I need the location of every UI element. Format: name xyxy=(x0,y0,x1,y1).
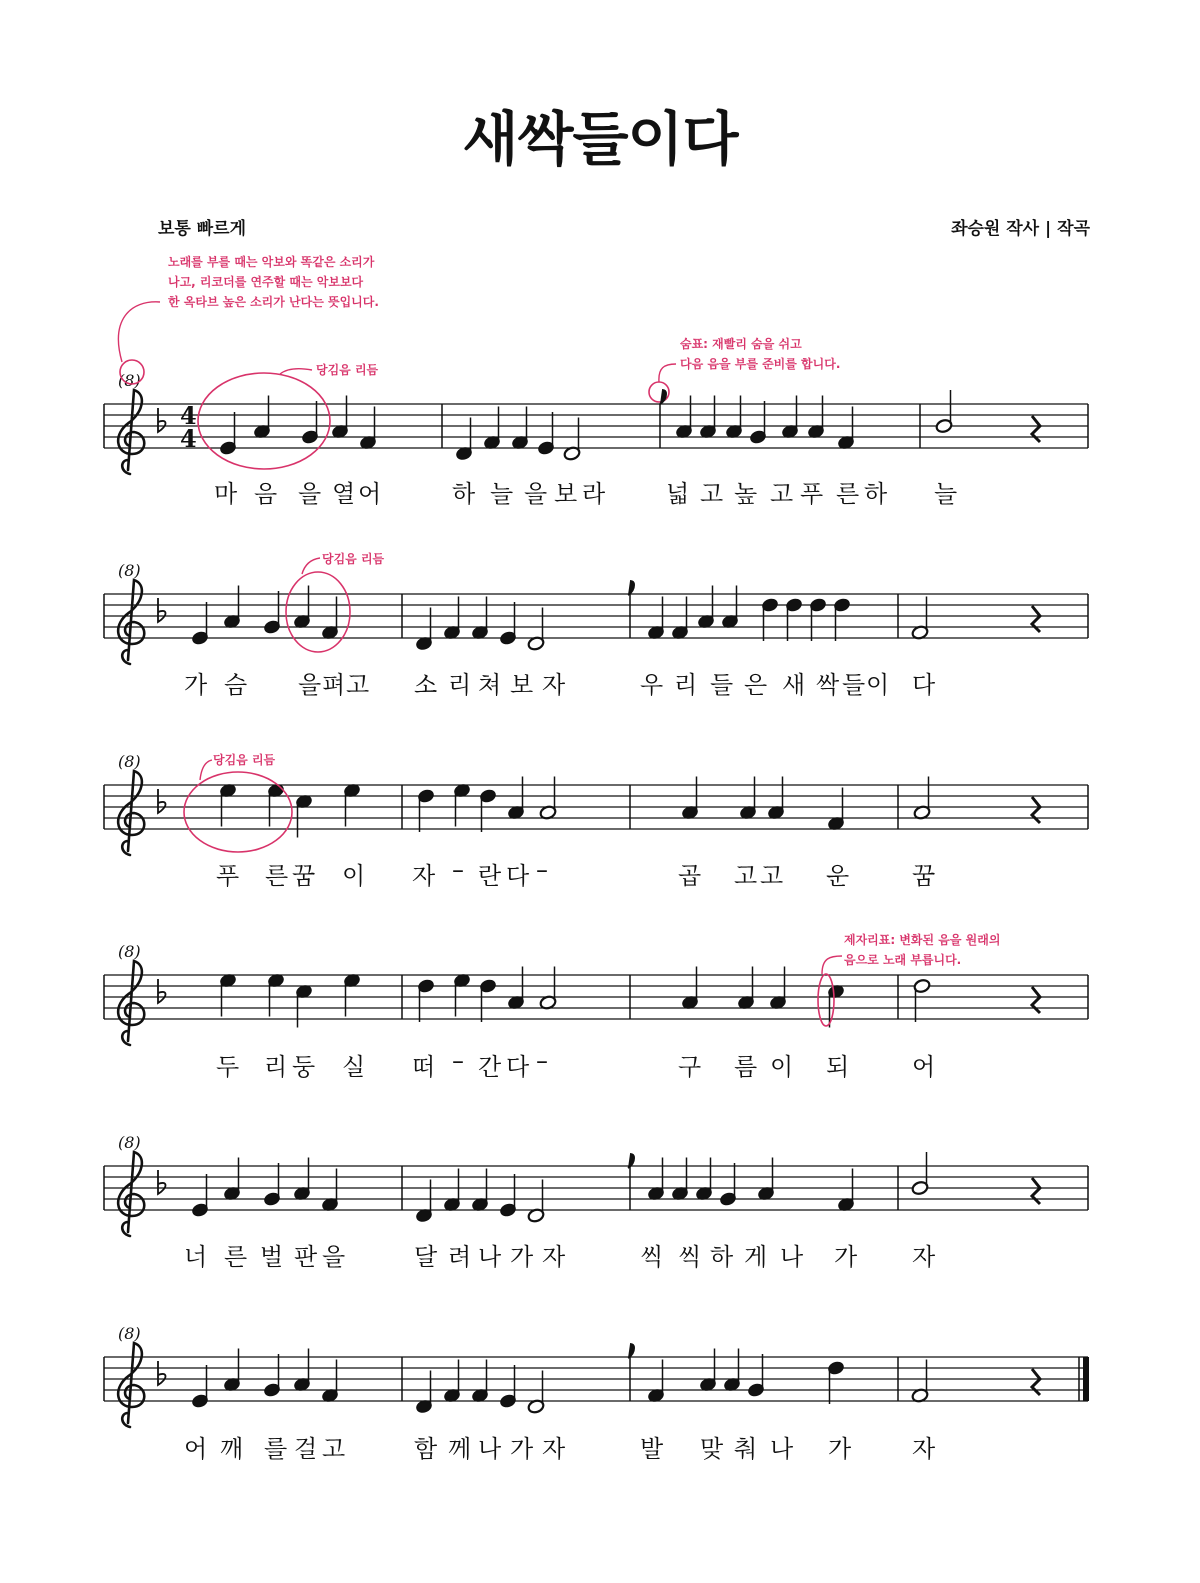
treble-clef-icon xyxy=(118,771,144,855)
lyric-syllable: 둥 xyxy=(292,1053,316,1081)
lyric-syllable: 푸 xyxy=(800,480,824,508)
octave-arrow xyxy=(118,302,160,362)
credit: 좌승원 작사 | 작곡 xyxy=(951,219,1090,239)
lyric-syllable: 가 xyxy=(510,1243,534,1271)
lyric-syllable: 씩 xyxy=(678,1243,702,1271)
lyric-syllable: 씩 xyxy=(640,1243,664,1271)
lyric-syllable: 고 xyxy=(346,671,370,699)
breath-mark-icon xyxy=(660,390,666,404)
lyric-syllable: 꿈 xyxy=(912,862,936,890)
lyric-syllable: 가 xyxy=(828,1435,852,1463)
lyric-syllable: 벌 xyxy=(260,1243,284,1271)
lyric-syllable: 가 xyxy=(510,1435,534,1463)
lyric-syllable: 이 xyxy=(866,671,890,699)
lyric-syllable: 싹 xyxy=(816,671,840,699)
syncopation-arrow-1 xyxy=(280,369,312,374)
lyric-syllable: 마 xyxy=(214,480,238,508)
lyric-syllable: 이 xyxy=(770,1053,794,1081)
lyric-syllable: 넓 xyxy=(666,480,690,508)
breath-annotation-line-2: 다음 음을 부를 준비를 합니다. xyxy=(680,357,841,371)
flat-icon xyxy=(158,598,166,622)
lyric-syllable: 하 xyxy=(710,1243,734,1271)
treble-clef-icon xyxy=(118,580,144,664)
lyric-syllable: 고 xyxy=(322,1435,346,1463)
lyric-syllable: 나 xyxy=(770,1435,794,1463)
lyric-syllable: 를 xyxy=(264,1435,288,1463)
lyric-syllable: 소 xyxy=(414,671,438,699)
lyric-syllable: 른 xyxy=(265,862,289,890)
lyric-syllable: 푸 xyxy=(216,862,240,890)
lyric-syllable: 게 xyxy=(744,1243,768,1271)
lyric-syllable: 함 xyxy=(414,1435,438,1463)
flat-icon xyxy=(158,979,166,1003)
lyric-syllable: 걸 xyxy=(294,1435,318,1463)
time-signature-top: 4 xyxy=(180,401,197,430)
octave-annotation-line-3: 한 옥타브 높은 소리가 난다는 뜻입니다. xyxy=(168,295,379,309)
lyric-syllable: 곱 xyxy=(678,862,702,890)
lyric-syllable: 을 xyxy=(322,1243,346,1271)
lyric-syllable: 고 xyxy=(770,480,794,508)
lyric-syllable: 너 xyxy=(184,1243,208,1271)
lyric-syllable: 하 xyxy=(864,480,888,508)
treble-clef-icon xyxy=(118,390,144,474)
lyric-syllable: 두 xyxy=(216,1053,240,1081)
time-signature-bottom: 4 xyxy=(180,424,197,453)
quarter-rest-icon xyxy=(1032,797,1040,823)
flat-icon xyxy=(158,1170,166,1194)
breath-mark-icon xyxy=(628,1344,634,1358)
octave-mark: (8) xyxy=(118,942,141,961)
lyric-syllable: 자 xyxy=(912,1243,936,1271)
treble-clef-icon xyxy=(118,1152,144,1236)
lyric-syllable: 을 xyxy=(298,480,322,508)
lyric-syllable: 어 xyxy=(358,480,382,508)
lyric-syllable: 슴 xyxy=(224,671,248,699)
flat-icon xyxy=(158,408,166,432)
lyric-syllable: 자 xyxy=(912,1435,936,1463)
lyric-syllable: 달 xyxy=(414,1243,438,1271)
lyric-syllable: 음 xyxy=(254,480,278,508)
lyric-syllable: 자 xyxy=(542,1435,566,1463)
lyric-syllable: 른 xyxy=(836,480,860,508)
lyric-syllable: 나 xyxy=(478,1435,502,1463)
lyric-syllable: 들 xyxy=(710,671,734,699)
lyric-syllable: 께 xyxy=(448,1435,472,1463)
lyric-syllable: 리 xyxy=(264,1053,288,1081)
lyric-syllable: 자 xyxy=(412,862,436,890)
breath-mark-icon xyxy=(628,581,634,595)
octave-mark: (8) xyxy=(118,1133,141,1152)
lyric-syllable: 열 xyxy=(332,480,356,508)
lyric-syllable: 고 xyxy=(700,480,724,508)
lyric-syllable: 간 xyxy=(478,1053,502,1081)
octave-annotation-line-2: 나고, 리코더를 연주할 때는 악보보다 xyxy=(168,275,364,289)
lyric-syllable: – xyxy=(452,856,464,884)
syncopation-circle-3 xyxy=(184,772,292,852)
lyric-syllable: 다 xyxy=(506,1053,530,1081)
lyric-syllable: 리 xyxy=(674,671,698,699)
lyric-syllable: 름 xyxy=(734,1053,758,1081)
flat-icon xyxy=(158,1361,166,1385)
lyric-syllable: 떠 xyxy=(412,1053,436,1081)
syncopation-circle-2 xyxy=(286,572,350,652)
lyric-syllable: 실 xyxy=(342,1053,366,1081)
lyric-syllable: 꿈 xyxy=(292,862,316,890)
lyric-syllable: 자 xyxy=(542,1243,566,1271)
lyric-syllable: 어 xyxy=(912,1053,936,1081)
lyric-syllable: 라 xyxy=(582,480,606,508)
lyric-syllable: 발 xyxy=(640,1435,664,1463)
lyric-syllable: 되 xyxy=(826,1053,850,1081)
quarter-rest-icon xyxy=(1032,987,1040,1013)
natural-circle xyxy=(818,974,834,1026)
treble-clef-icon xyxy=(118,1343,144,1427)
flat-icon xyxy=(158,789,166,813)
lyric-syllable: 높 xyxy=(734,480,758,508)
lyric-syllable: 우 xyxy=(640,671,664,699)
quarter-rest-icon xyxy=(1032,1369,1040,1395)
lyric-syllable: – xyxy=(536,1047,548,1075)
natural-arrow xyxy=(822,956,842,974)
lyric-syllable: 판 xyxy=(294,1243,318,1271)
syncopation-annotation-3: 당김음 리듬 xyxy=(213,753,276,767)
lyric-syllable: 리 xyxy=(448,671,472,699)
final-bar-thick xyxy=(1083,1357,1089,1401)
lyric-syllable: 새 xyxy=(782,671,806,699)
octave-annotation-line-1: 노래를 부를 때는 악보와 똑같은 소리가 xyxy=(168,255,375,269)
lyric-syllable: 가 xyxy=(184,671,208,699)
quarter-rest-icon xyxy=(1032,606,1040,632)
octave-mark: (8) xyxy=(118,561,141,580)
lyric-syllable: 다 xyxy=(912,671,936,699)
lyric-syllable: 을 xyxy=(298,671,322,699)
lyric-syllable: 나 xyxy=(780,1243,804,1271)
breath-arrow xyxy=(659,364,676,382)
lyric-syllable: 고 xyxy=(734,862,758,890)
lyric-syllable: 맞 xyxy=(700,1435,724,1463)
natural-annotation-line-1: 제자리표: 변화된 음을 원래의 xyxy=(844,933,1001,947)
octave-mark: (8) xyxy=(118,1324,141,1343)
lyric-syllable: 려 xyxy=(448,1243,472,1271)
lyric-syllable: 가 xyxy=(834,1243,858,1271)
lyric-syllable: 고 xyxy=(760,862,784,890)
lyric-syllable: 하 xyxy=(452,480,476,508)
lyric-syllable: 이 xyxy=(342,862,366,890)
lyric-syllable: 다 xyxy=(506,862,530,890)
lyric-syllable: 보 xyxy=(554,480,578,508)
tempo-marking: 보통 빠르게 xyxy=(158,219,247,239)
octave-mark: (8) xyxy=(118,371,141,390)
octave-mark: (8) xyxy=(118,752,141,771)
lyric-syllable: 구 xyxy=(678,1053,702,1081)
lyric-syllable: 자 xyxy=(542,671,566,699)
lyric-syllable: 은 xyxy=(744,671,768,699)
lyric-syllable: 을 xyxy=(524,480,548,508)
lyric-syllable: 들 xyxy=(842,671,866,699)
quarter-rest-icon xyxy=(1032,1178,1040,1204)
lyric-syllable: 늘 xyxy=(934,480,958,508)
lyric-syllable: 운 xyxy=(826,862,850,890)
lyric-syllable: 펴 xyxy=(322,671,346,699)
lyric-syllable: – xyxy=(452,1047,464,1075)
lyric-syllable: 른 xyxy=(224,1243,248,1271)
page-title: 새싹들이다 xyxy=(462,105,738,173)
lyric-syllable: 깨 xyxy=(220,1435,244,1463)
lyric-syllable: 늘 xyxy=(490,480,514,508)
syncopation-circle-1 xyxy=(198,373,330,469)
lyric-syllable: 쳐 xyxy=(478,671,502,699)
syncopation-annotation-2: 당김음 리듬 xyxy=(322,552,385,566)
lyric-syllable: 춰 xyxy=(734,1435,758,1463)
breath-annotation-line-1: 숨표: 재빨리 숨을 쉬고 xyxy=(680,337,802,351)
lyric-syllable: 보 xyxy=(510,671,534,699)
natural-annotation-line-2: 음으로 노래 부릅니다. xyxy=(844,953,962,967)
syncopation-annotation-1: 당김음 리듬 xyxy=(316,363,379,377)
lyric-syllable: 란 xyxy=(478,862,502,890)
lyric-syllable: – xyxy=(536,856,548,884)
lyric-syllable: 나 xyxy=(478,1243,502,1271)
lyric-syllable: 어 xyxy=(184,1435,208,1463)
quarter-rest-icon xyxy=(1032,416,1040,442)
treble-clef-icon xyxy=(118,961,144,1045)
